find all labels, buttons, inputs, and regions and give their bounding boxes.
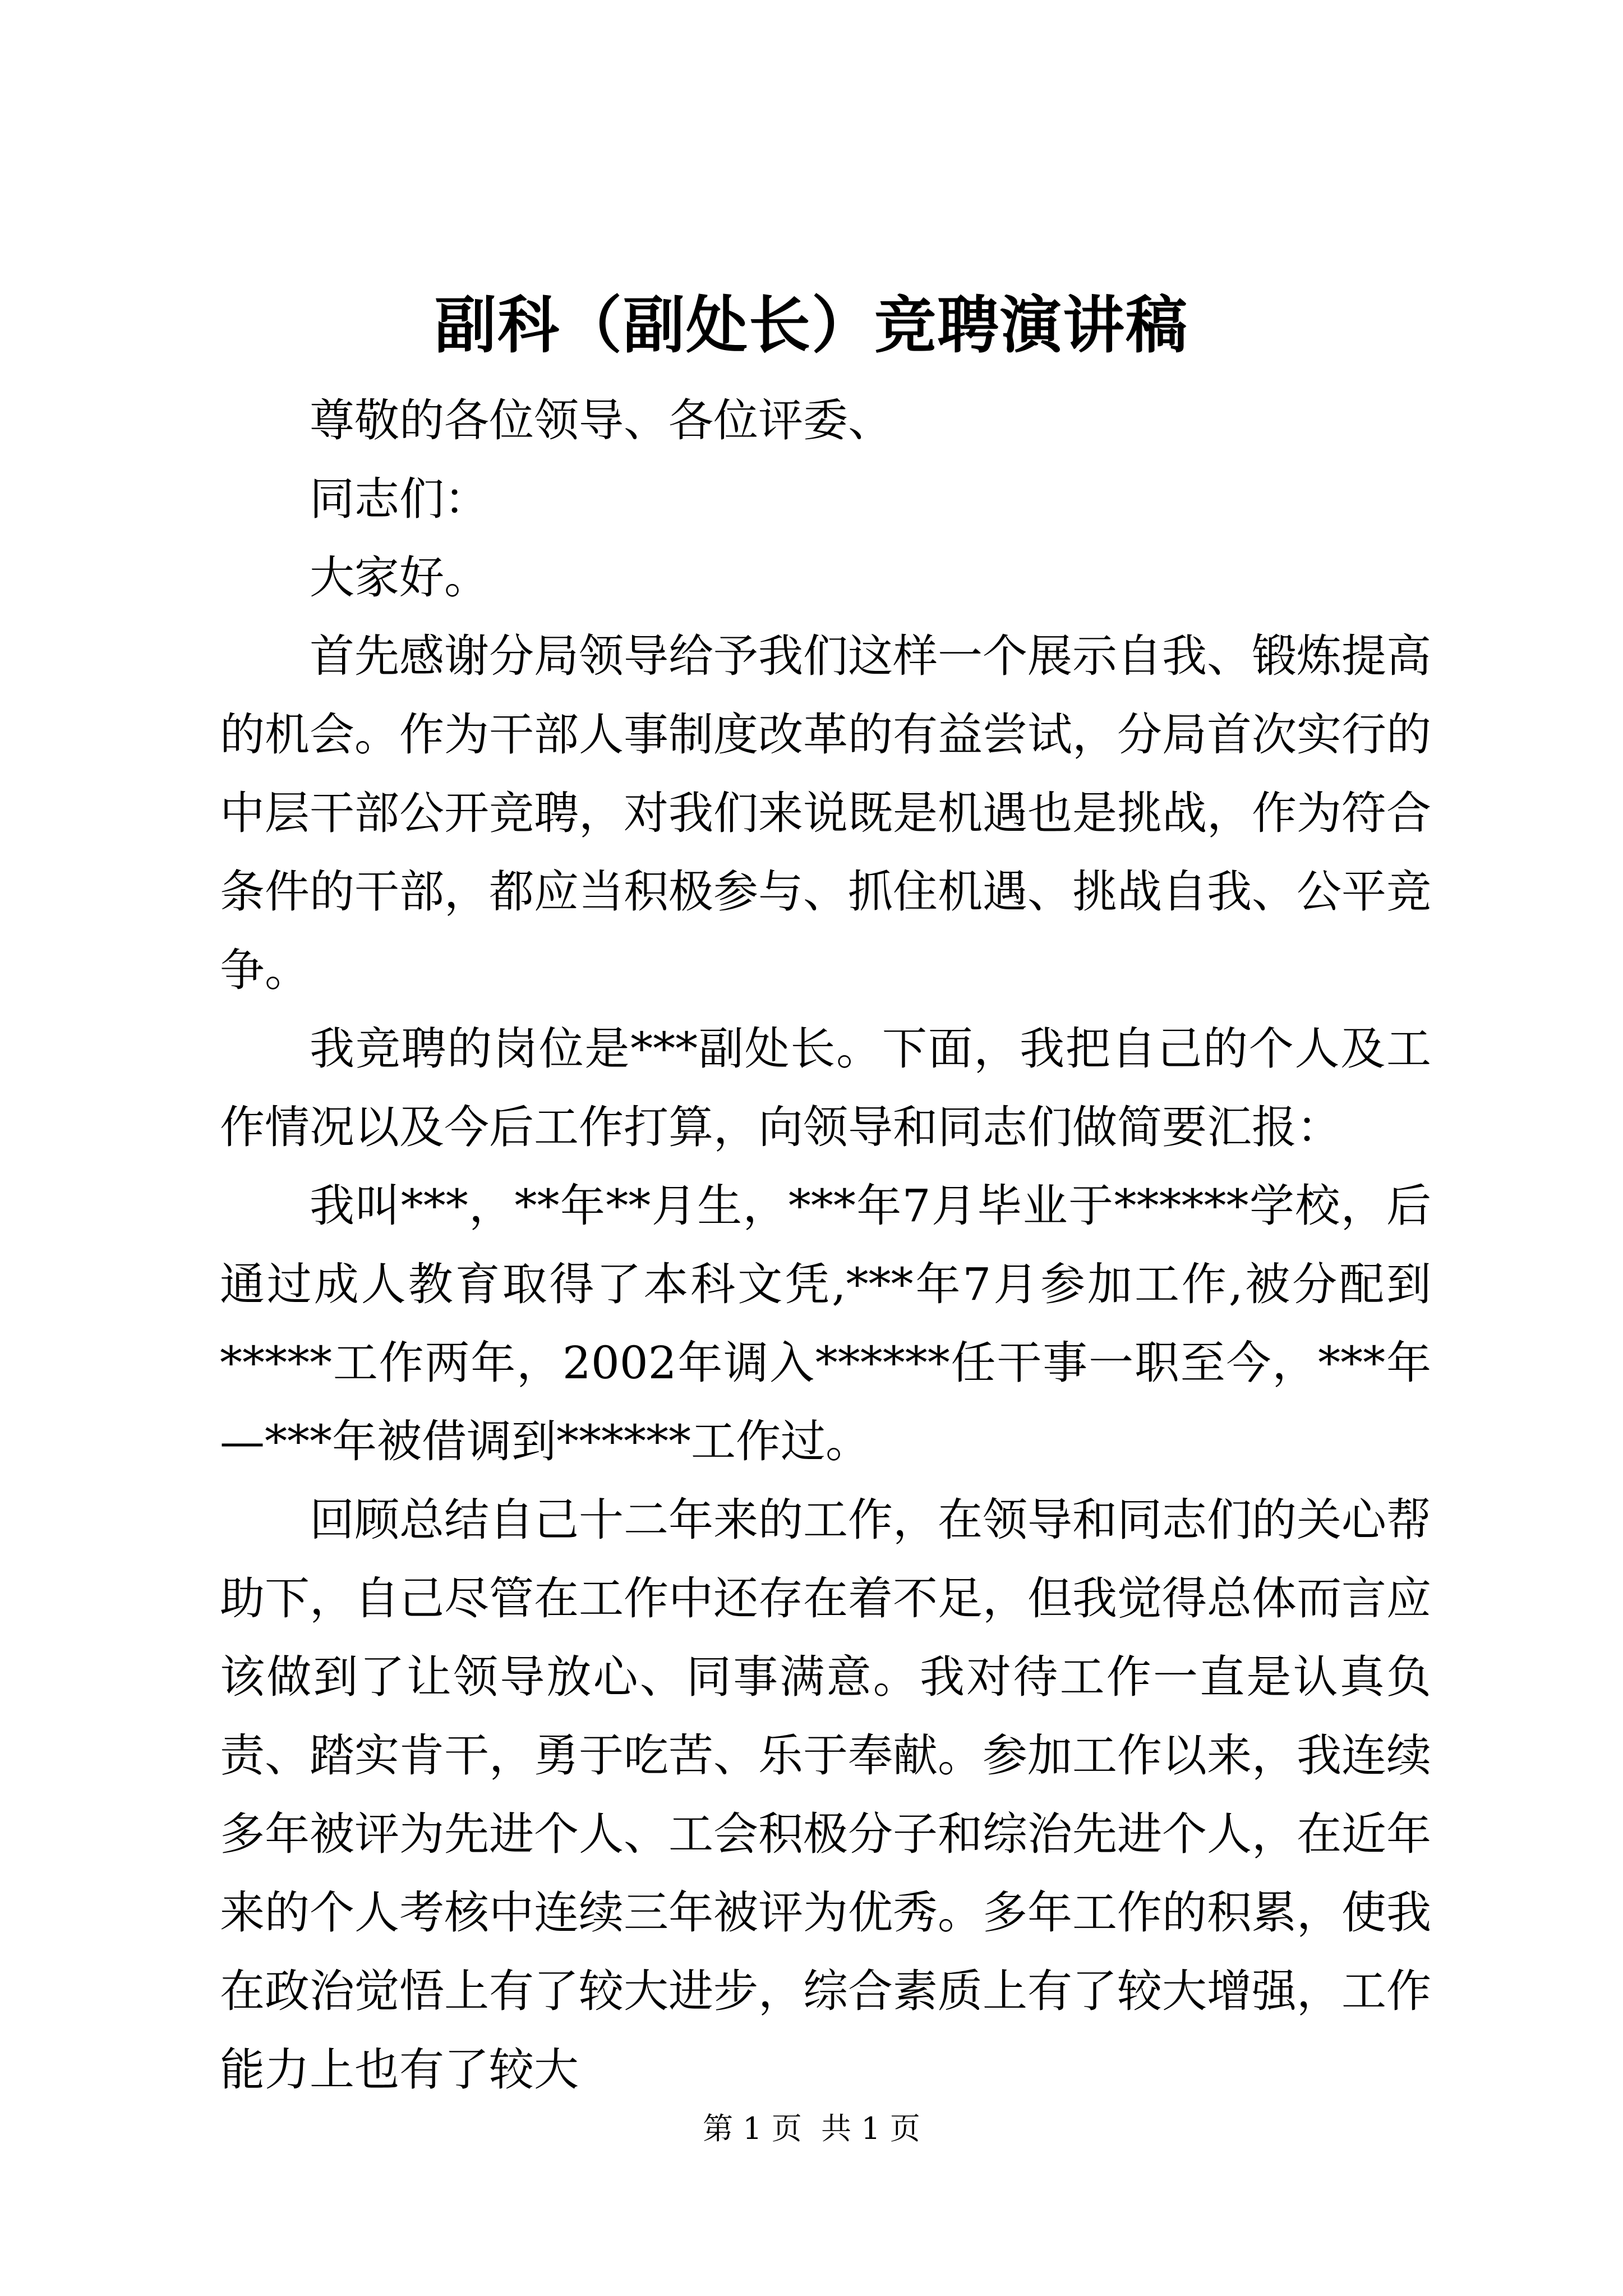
body-paragraph: 回顾总结自己十二年来的工作，在领导和同志们的关心帮助下，自己尽管在工作中还存在着不足，但我觉得总体而言应该做到了让领导放心、同事满意。我对待工作一直是认真负责、踏实肯干，勇于吃苦、乐于奉献。参加工作以来，我连续多年被评为先进个人、工会积极分子和综治先进个人，在近年来的个人考核中连续三年被评为优秀。多年工作的积累，使我在政治觉悟上有了较大进步，综合素质上有了较大增强，工作能力上也有了较大 [220,1494,1431,2096]
salutation-line: 同志们： [310,473,489,525]
document-title: 副科（副处长）竞聘演讲稿 [435,289,1188,361]
page-number-label: 第 1 页 共 1 页 [703,2111,920,2146]
greeting-line: 大家好。 [310,551,489,604]
document-body [220,381,1431,2109]
salutation-line: 尊敬的各位领导、各位评委、 [310,394,893,447]
body-paragraph: 我叫***，**年**月生，***年7月毕业于******学校，后通过成人教育取得了本科文凭,***年7月参加工作,被分配到*****工作两年，2002年调入******任干事一职至今，***年—***年被借调到******工作过。 [220,1180,1431,1467]
body-paragraph: 首先感谢分局领导给予我们这样一个展示自我、锻炼提高的机会。作为干部人事制度改革的有益尝试，分局首次实行的中层干部公开竞聘，对我们来说既是机遇也是挑战，作为符合条件的干部，都应当积极参与、抓住机遇、挑战自我、公平竞争。 [220,630,1431,996]
page-footer [0,2106,1623,2151]
body-paragraph: 我竞聘的岗位是***副处长。下面，我把自己的个人及工作情况以及今后工作打算，向领导和同志们做简要汇报： [220,1023,1431,1153]
